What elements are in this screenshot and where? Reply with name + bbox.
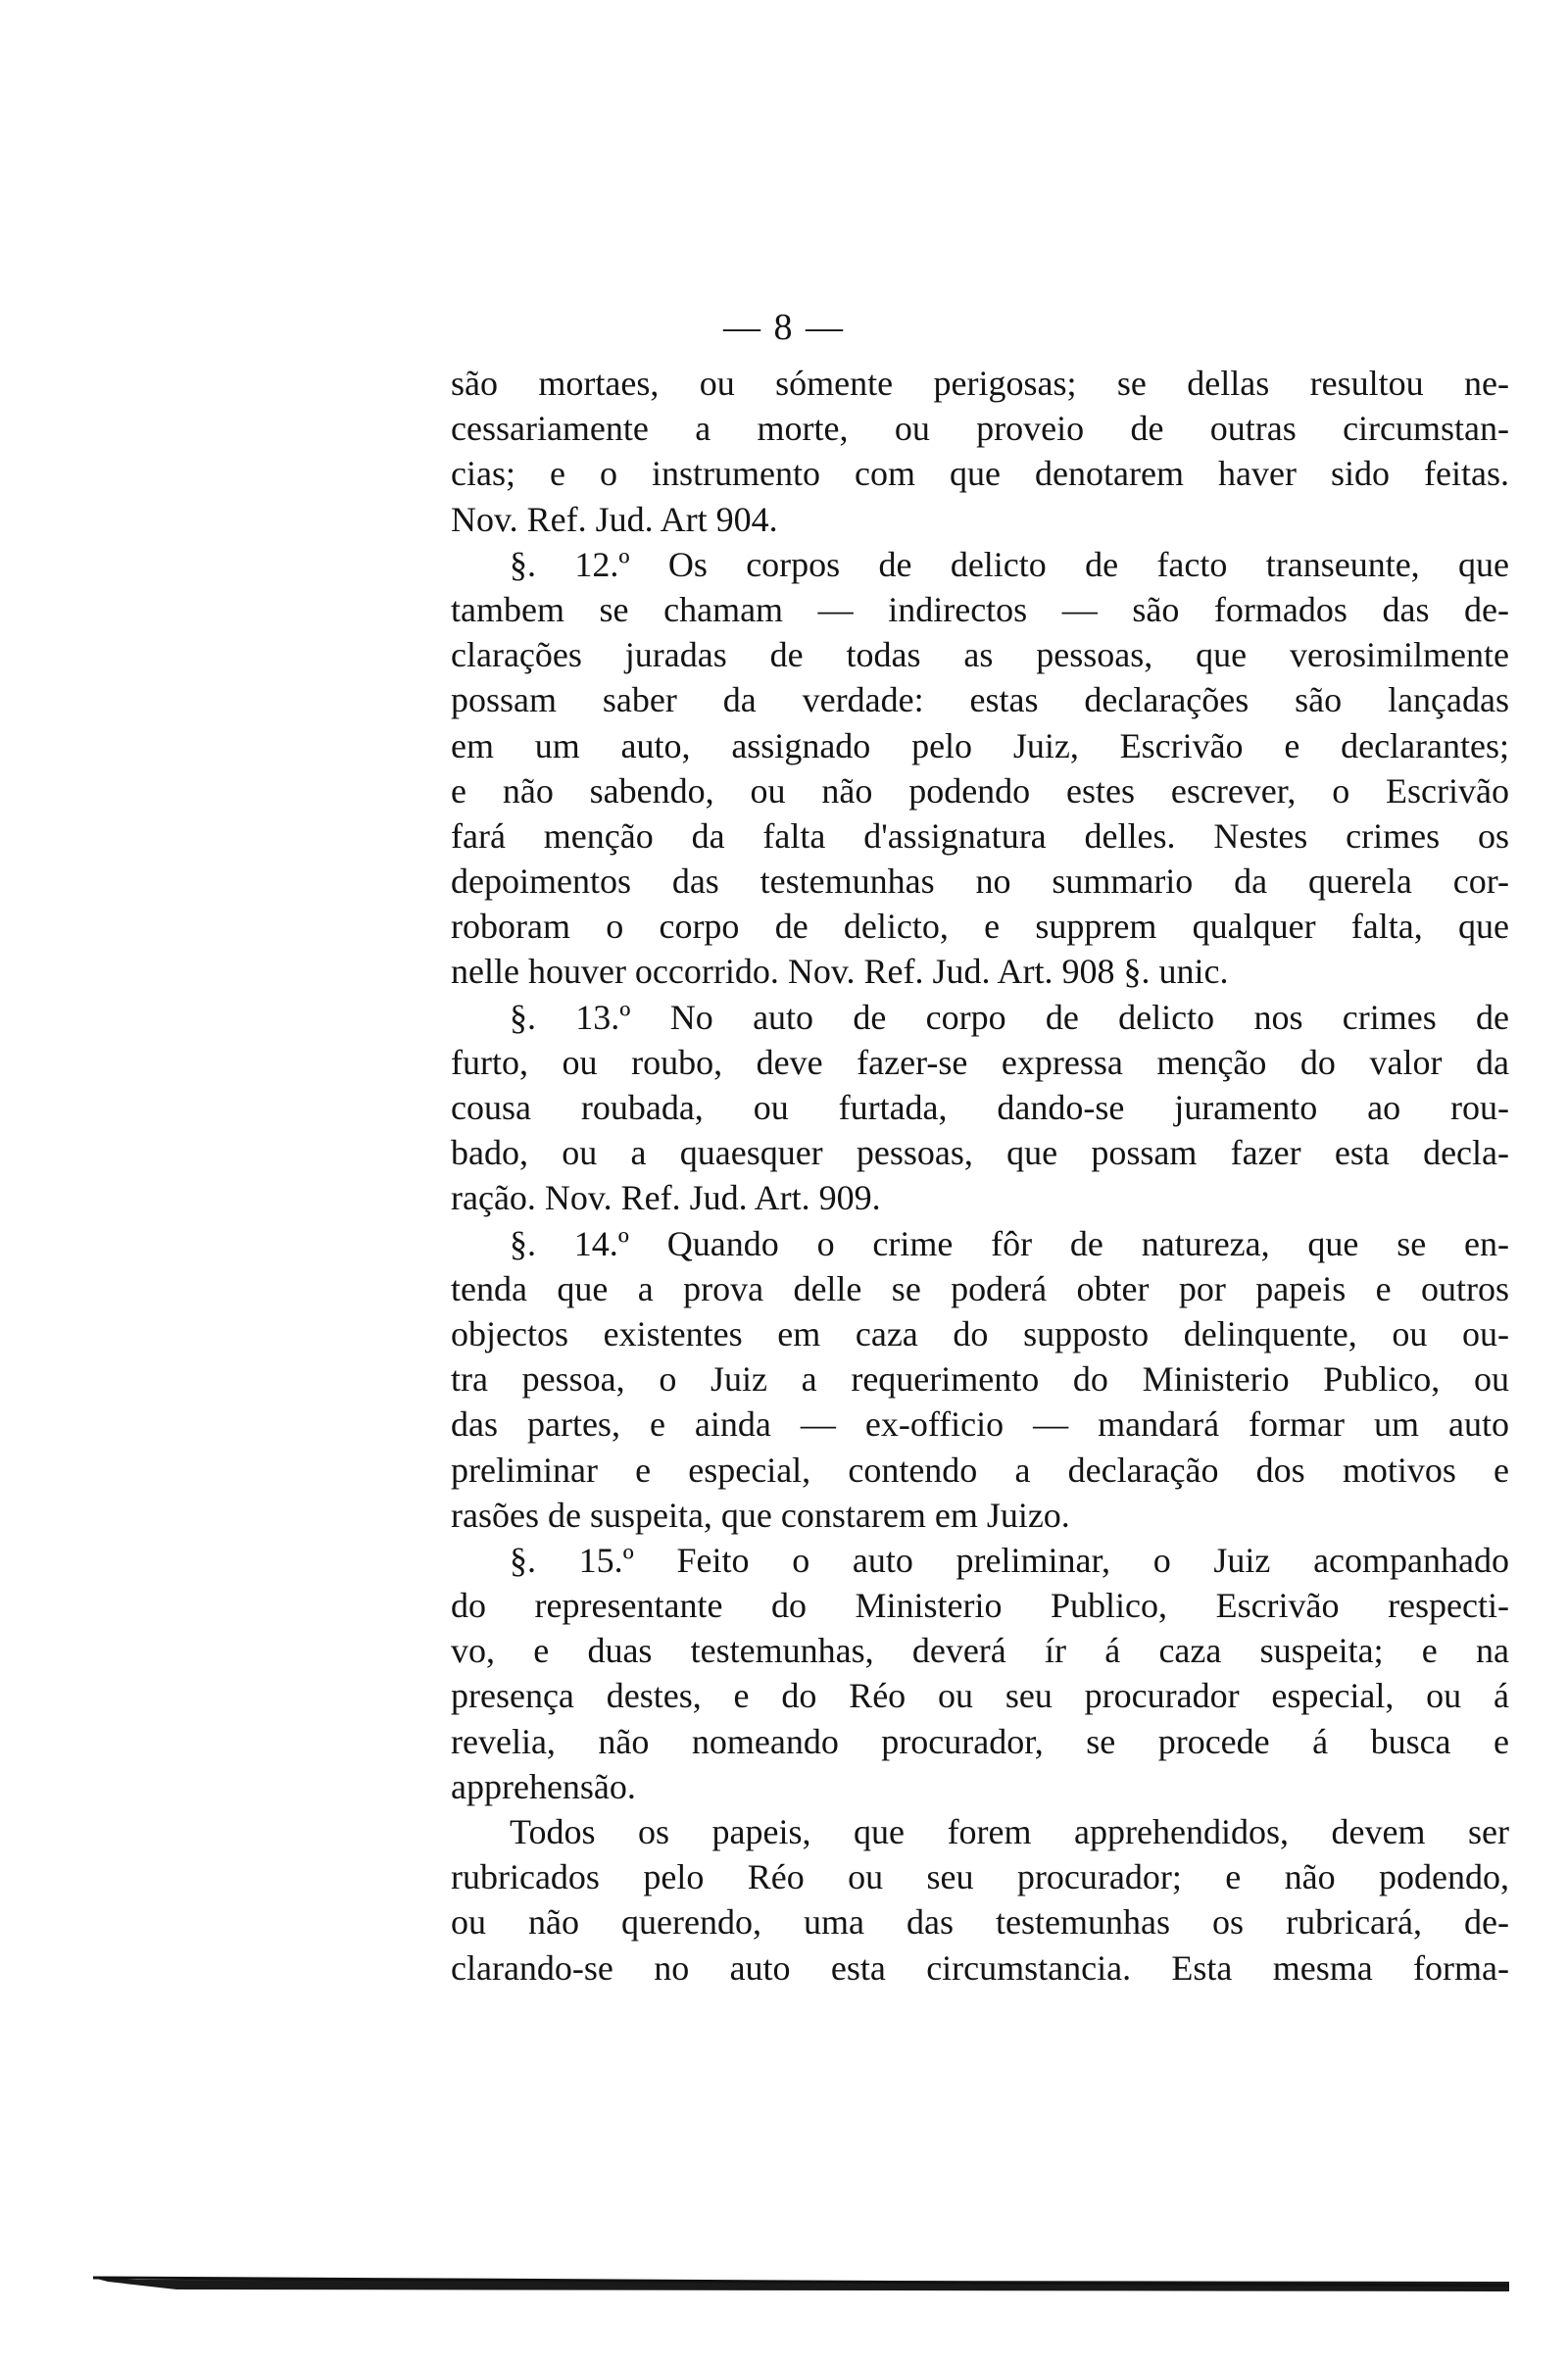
text-line: §. 12.º Os corpos de delicto de facto transeunte, que [510,544,1509,584]
text-line: §. 13.º No auto de corpo de delicto nos crimes de [510,997,1509,1037]
text-line: tambem se chamam — indirectos — são formados das de- [451,589,1509,629]
text-line: e não sabendo, ou não podendo estes escrever, o Escrivão [451,770,1509,811]
text-line: Todos os papeis, que forem apprehendidos, devem ser [510,1812,1509,1851]
text-line: tra pessoa, o Juiz a requerimento do Ministerio Publico, ou [451,1359,1509,1400]
bottom-rule [0,2270,1568,2299]
text-line: §. 14.º Quando o crime fôr de natureza, que se en- [510,1223,1509,1263]
text-line: rasões de suspeita, que constarem em Juizo. [451,1495,1070,1535]
text-line: bado, ou a quaesquer pessoas, que possam fazer esta decla- [451,1133,1509,1173]
text-line: preliminar e especial, contendo a declaração dos motivos e [451,1450,1509,1490]
text-line: cousa roubada, ou furtada, dando-se juramento ao rou- [451,1088,1509,1127]
text-line: rubricados pelo Réo ou seu procurador; e não podendo, [451,1857,1509,1897]
text-line: do representante do Ministerio Publico, Escrivão respecti- [451,1586,1509,1626]
text-line: clarações juradas de todas as pessoas, que verosimilmente [451,635,1509,675]
text-line: possam saber da verdade: estas declarações são lançadas [451,680,1509,720]
text-line: roboram o corpo de delicto, e supprem qualquer falta, que [451,907,1509,947]
text-line: tenda que a prova delle se poderá obter por papeis e outros [451,1268,1509,1308]
text-line: ou não querendo, uma das testemunhas os rubricará, de- [451,1902,1509,1943]
text-line: apprehensão. [451,1766,636,1806]
text-line: cessariamente a morte, ou proveio de outras circumstan- [451,409,1509,449]
text-line: Nov. Ref. Jud. Art 904. [451,499,778,539]
text-line: cias; e o instrumento com que denotarem haver sido feitas. [451,454,1509,494]
text-line: em um auto, assignado pelo Juiz, Escrivão e declarantes; [451,725,1509,765]
text-line: revelia, não nomeando procurador, se procede á busca e [451,1721,1509,1761]
body-text [451,361,1509,1991]
text-line: ração. Nov. Ref. Jud. Art. 909. [451,1178,881,1218]
text-line: nelle houver occorrido. Nov. Ref. Jud. Art. 908 §. unic. [451,952,1229,992]
text-line: furto, ou roubo, deve fazer-se expressa menção do valor da [451,1042,1509,1082]
text-line: depoimentos das testemunhas no summario da querela cor- [451,861,1509,902]
text-line: são mortaes, ou sómente perigosas; se dellas resultou ne- [451,364,1509,403]
page-number: — 8 — [723,307,845,348]
text-line: presença destes, e do Réo ou seu procurador especial, ou á [451,1676,1509,1716]
text-line: clarando-se no auto esta circumstancia. Esta mesma forma- [451,1947,1509,1988]
text-line: vo, e duas testemunhas, deverá ír á caza suspeita; e na [451,1631,1509,1671]
text-line: das partes, e ainda — ex-officio — mandará formar um auto [451,1404,1509,1445]
text-line: objectos existentes em caza do supposto delinquente, ou ou- [451,1313,1509,1353]
text-line: §. 15.º Feito o auto preliminar, o Juiz acompanhado [510,1540,1509,1580]
text-line: fará menção da falta d'assignatura delles. Nestes crimes os [451,815,1509,856]
